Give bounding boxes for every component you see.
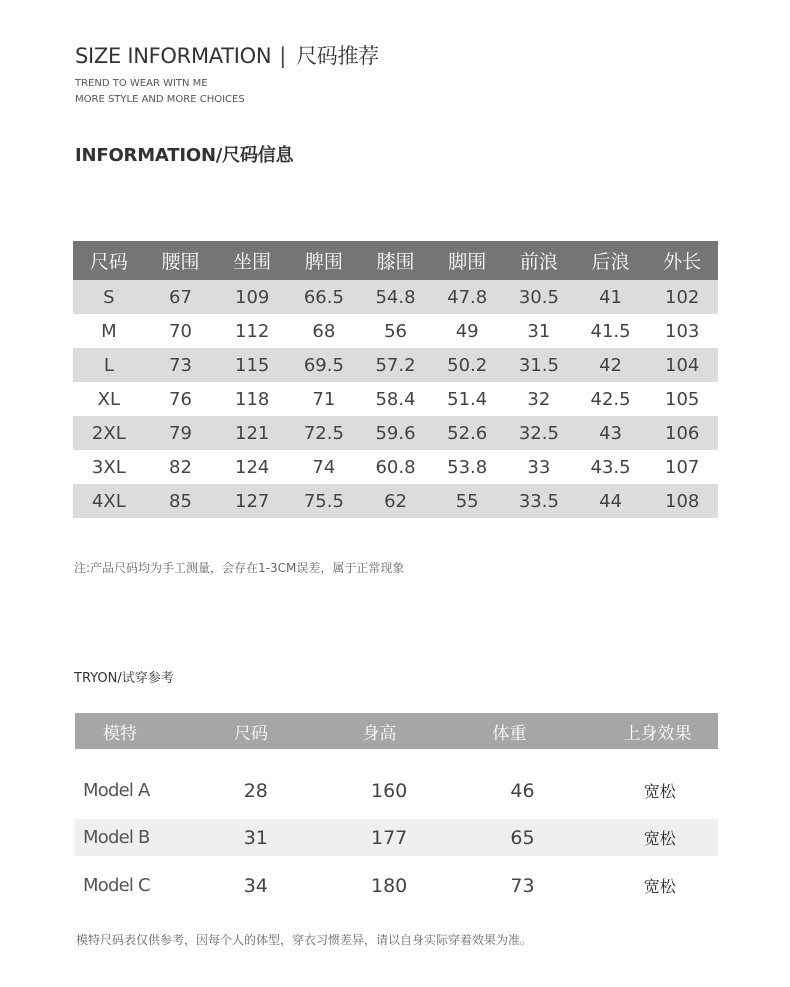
model-header-cell: 尺码	[234, 723, 268, 744]
model-weight: 73	[510, 874, 535, 897]
model-row	[75, 772, 718, 809]
model-table-header	[75, 713, 718, 749]
model-header-cell: 上身效果	[623, 723, 692, 744]
size-value-cell: 105	[665, 388, 700, 410]
size-table-header	[73, 241, 718, 280]
size-label-cell: 2XL	[91, 422, 126, 444]
size-value-cell: 112	[235, 320, 270, 342]
size-value-cell: 44	[599, 490, 622, 512]
size-value-cell: 55	[455, 490, 479, 512]
model-fit: 宽松	[643, 877, 676, 896]
size-value-cell: 41.5	[590, 320, 631, 342]
size-header-cell: 膝围	[376, 251, 415, 273]
size-value-cell: 71	[312, 388, 336, 410]
size-value-cell: 42.5	[590, 388, 631, 410]
size-value-cell: 47.8	[447, 286, 488, 308]
title-separator: |	[279, 44, 287, 68]
model-header-cell: 模特	[103, 723, 137, 744]
size-value-cell: 67	[169, 286, 192, 308]
size-header-cell: 外长	[663, 251, 702, 273]
size-table	[73, 241, 718, 518]
size-header-cell: 脚围	[448, 251, 487, 273]
size-value-cell: 106	[665, 422, 700, 444]
size-value-cell: 62	[384, 490, 407, 512]
subtitle-line-2: MORE STYLE AND MORE CHOICES	[75, 94, 245, 105]
title-en: SIZE INFORMATION	[75, 44, 272, 68]
size-label-cell: XL	[97, 388, 121, 410]
subtitle-line-1: TREND TO WEAR WITN ME	[75, 78, 208, 89]
model-height: 160	[371, 779, 408, 802]
size-table-row	[73, 348, 718, 382]
size-value-cell: 66.5	[303, 286, 344, 308]
size-value-cell: 70	[169, 320, 192, 342]
model-header-cell: 体重	[492, 723, 527, 744]
model-fit: 宽松	[643, 829, 676, 848]
size-header-cell: 前浪	[519, 251, 558, 273]
size-value-cell: 30.5	[518, 286, 559, 308]
size-value-cell: 121	[235, 422, 270, 444]
size-value-cell: 57.2	[375, 354, 416, 376]
size-table-row	[73, 314, 718, 348]
size-value-cell: 69.5	[303, 354, 344, 376]
size-value-cell: 58.4	[375, 388, 416, 410]
size-value-cell: 54.8	[375, 286, 416, 308]
model-weight: 65	[510, 826, 535, 849]
size-label-cell: S	[103, 286, 115, 308]
size-header-cell: 尺码	[89, 251, 128, 273]
model-row	[75, 819, 718, 856]
size-table-row	[73, 484, 718, 518]
size-value-cell: 68	[312, 320, 336, 342]
size-value-cell: 75.5	[303, 490, 344, 512]
size-value-cell: 102	[665, 286, 700, 308]
size-table-body	[73, 280, 718, 518]
model-table	[75, 713, 718, 897]
size-header-cell: 腰围	[161, 251, 200, 273]
size-value-cell: 60.8	[375, 456, 416, 478]
size-value-cell: 49	[455, 320, 479, 342]
model-header-cell: 身高	[362, 723, 397, 744]
size-table-row	[73, 382, 718, 416]
size-header-cell: 脾围	[304, 251, 343, 273]
page-title	[75, 40, 379, 70]
size-value-cell: 115	[235, 354, 270, 376]
size-value-cell: 56	[384, 320, 407, 342]
size-table-row	[73, 450, 718, 484]
size-value-cell: 53.8	[447, 456, 488, 478]
size-value-cell: 85	[169, 490, 192, 512]
size-value-cell: 107	[665, 456, 700, 478]
size-value-cell: 33.5	[518, 490, 559, 512]
size-header-cell: 坐围	[233, 251, 272, 273]
size-value-cell: 50.2	[447, 354, 488, 376]
model-name: Model C	[83, 875, 150, 896]
size-value-cell: 31.5	[518, 354, 559, 376]
size-header-cell: 后浪	[591, 251, 630, 273]
size-table-row	[73, 280, 718, 314]
size-value-cell: 103	[665, 320, 700, 342]
size-value-cell: 73	[169, 354, 192, 376]
size-label-cell: 3XL	[91, 456, 126, 478]
size-value-cell: 72.5	[303, 422, 344, 444]
size-label-cell: L	[103, 354, 114, 376]
size-value-cell: 124	[235, 456, 270, 478]
size-value-cell: 74	[312, 456, 336, 478]
size-value-cell: 43	[599, 422, 622, 444]
tryon-heading: TRYON/试穿参考	[74, 671, 174, 686]
size-value-cell: 82	[169, 456, 192, 478]
size-value-cell: 33	[527, 456, 551, 478]
model-note: 模特尺码表仅供参考，因每个人的体型，穿衣习惯差异，请以自身实际穿着效果为准。	[76, 933, 533, 947]
model-name: Model A	[83, 780, 150, 801]
size-value-cell: 43.5	[590, 456, 631, 478]
size-value-cell: 118	[235, 388, 270, 410]
size-value-cell: 109	[235, 286, 270, 308]
information-heading: INFORMATION/尺码信息	[75, 145, 294, 166]
size-label-cell: M	[101, 320, 117, 342]
size-value-cell: 31	[527, 320, 551, 342]
model-size: 31	[243, 826, 268, 849]
size-value-cell: 104	[665, 354, 700, 376]
title-cn: 尺码推荐	[296, 44, 379, 68]
size-label-cell: 4XL	[91, 490, 126, 512]
size-value-cell: 76	[169, 388, 192, 410]
size-value-cell: 32.5	[518, 422, 559, 444]
model-height: 177	[371, 826, 408, 849]
model-weight: 46	[510, 779, 535, 802]
size-value-cell: 41	[599, 286, 622, 308]
model-height: 180	[371, 874, 408, 897]
size-value-cell: 32	[527, 388, 551, 410]
size-value-cell: 79	[169, 422, 192, 444]
size-value-cell: 127	[235, 490, 270, 512]
size-value-cell: 42	[599, 354, 622, 376]
measurement-note: 注:产品尺码均为手工测量，会存在1-3CM误差，属于正常现象	[74, 561, 405, 575]
model-size: 28	[243, 779, 268, 802]
size-value-cell: 52.6	[447, 422, 488, 444]
size-value-cell: 51.4	[447, 388, 488, 410]
model-name: Model B	[83, 827, 150, 848]
model-row	[75, 867, 718, 904]
size-value-cell: 108	[665, 490, 700, 512]
model-size: 34	[243, 874, 268, 897]
size-table-row	[73, 416, 718, 450]
size-value-cell: 59.6	[375, 422, 416, 444]
model-fit: 宽松	[643, 782, 676, 801]
